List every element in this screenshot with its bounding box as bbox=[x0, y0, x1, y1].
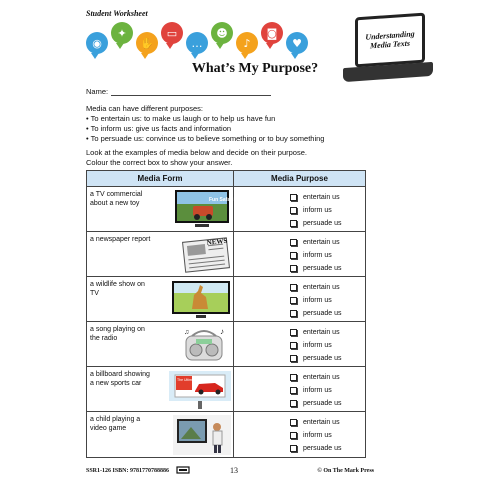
heart-icon: ♥ bbox=[286, 32, 308, 54]
checkbox[interactable] bbox=[290, 329, 297, 336]
checkbox[interactable] bbox=[290, 310, 297, 317]
media-purpose-cell bbox=[234, 232, 365, 276]
checkbox[interactable] bbox=[290, 265, 297, 272]
name-line[interactable] bbox=[111, 88, 271, 96]
option-label: inform us bbox=[303, 297, 332, 304]
media-icon-strip bbox=[86, 22, 308, 56]
option-label: persuade us bbox=[303, 265, 342, 272]
people-icon: ☻ bbox=[211, 22, 233, 44]
media-purpose-cell bbox=[234, 187, 365, 231]
checkbox[interactable] bbox=[290, 194, 297, 201]
instruction-line: Colour the correct box to show your answer. bbox=[86, 158, 233, 167]
option-label: persuade us bbox=[303, 310, 342, 317]
option-label: persuade us bbox=[303, 355, 342, 362]
checkbox[interactable] bbox=[290, 239, 297, 246]
tv-ad-text: Fun Safari SUV bbox=[209, 197, 246, 203]
purpose-option[interactable] bbox=[290, 294, 365, 307]
intro-bullet: • To inform us: give us facts and information bbox=[86, 124, 232, 133]
option-label: inform us bbox=[303, 342, 332, 349]
publisher-logo-icon bbox=[176, 466, 190, 475]
media-form-text: a wildlife show on TV bbox=[90, 281, 145, 297]
purpose-option[interactable] bbox=[290, 384, 365, 397]
checkbox[interactable] bbox=[290, 220, 297, 227]
media-form-text: a TV commercial about a new toy bbox=[90, 191, 143, 207]
media-purpose-cell bbox=[234, 277, 365, 321]
option-label: inform us bbox=[303, 432, 332, 439]
worksheet-label: Student Worksheet bbox=[86, 9, 148, 18]
svg-text:♪: ♪ bbox=[220, 327, 224, 336]
name-field[interactable] bbox=[86, 87, 271, 96]
media-form-cell bbox=[87, 277, 234, 321]
media-form-text: a child playing a video game bbox=[90, 416, 141, 432]
media-purpose-table bbox=[86, 170, 366, 458]
media-form-text: a newspaper report bbox=[90, 236, 151, 243]
chat-icon: … bbox=[186, 32, 208, 54]
table-row bbox=[87, 187, 365, 232]
purpose-option[interactable] bbox=[290, 249, 365, 262]
purpose-option[interactable] bbox=[290, 281, 365, 294]
media-purpose-cell bbox=[234, 412, 365, 457]
option-label: inform us bbox=[303, 252, 332, 259]
instruction-line: Look at the examples of media below and decide on their purpose. bbox=[86, 148, 307, 157]
option-label: entertain us bbox=[303, 284, 340, 291]
option-label: persuade us bbox=[303, 400, 342, 407]
table-row bbox=[87, 277, 365, 322]
media-form-cell bbox=[87, 367, 234, 411]
purpose-option[interactable] bbox=[290, 352, 365, 365]
media-purpose-cell bbox=[234, 322, 365, 366]
newspaper-headline-text: NEWS bbox=[206, 236, 228, 247]
checkbox[interactable] bbox=[290, 297, 297, 304]
option-label: entertain us bbox=[303, 374, 340, 381]
option-label: entertain us bbox=[303, 329, 340, 336]
footer-isbn: SSR1-126 ISBN: 9781770788886 bbox=[86, 468, 170, 474]
option-label: entertain us bbox=[303, 194, 340, 201]
instructions bbox=[86, 148, 307, 168]
purpose-option[interactable] bbox=[290, 191, 365, 204]
intro-lead: Media can have different purposes: bbox=[86, 104, 204, 113]
purpose-option[interactable] bbox=[290, 339, 365, 352]
purpose-option[interactable] bbox=[290, 397, 365, 410]
purpose-option[interactable] bbox=[290, 416, 365, 429]
checkbox[interactable] bbox=[290, 445, 297, 452]
purpose-option[interactable] bbox=[290, 371, 365, 384]
option-label: entertain us bbox=[303, 239, 340, 246]
media-form-cell bbox=[87, 412, 234, 457]
svg-text:♫: ♫ bbox=[184, 329, 190, 336]
purpose-option[interactable] bbox=[290, 326, 365, 339]
checkbox[interactable] bbox=[290, 252, 297, 259]
checkbox[interactable] bbox=[290, 432, 297, 439]
table-row bbox=[87, 322, 365, 367]
checkbox[interactable] bbox=[290, 342, 297, 349]
purpose-option[interactable] bbox=[290, 307, 365, 320]
option-label: persuade us bbox=[303, 220, 342, 227]
intro-bullet: • To entertain us: to make us laugh or to help us have fun bbox=[86, 114, 276, 123]
purpose-option[interactable] bbox=[290, 236, 365, 249]
media-purpose-header: Media Purpose bbox=[271, 174, 328, 183]
name-label: Name: bbox=[86, 87, 109, 96]
purpose-option[interactable] bbox=[290, 262, 365, 275]
media-form-text: a billboard showing a new sports car bbox=[90, 371, 150, 387]
option-label: inform us bbox=[303, 207, 332, 214]
thumbs-up-icon: ✋ bbox=[136, 32, 158, 54]
checkbox[interactable] bbox=[290, 374, 297, 381]
checkbox[interactable] bbox=[290, 355, 297, 362]
table-header bbox=[87, 171, 365, 187]
purpose-option[interactable] bbox=[290, 442, 365, 455]
intro-text bbox=[86, 104, 324, 144]
purpose-option[interactable] bbox=[290, 217, 365, 230]
option-label: entertain us bbox=[303, 419, 340, 426]
option-label: persuade us bbox=[303, 445, 342, 452]
purpose-option[interactable] bbox=[290, 429, 365, 442]
checkbox[interactable] bbox=[290, 387, 297, 394]
media-form-header: Media Form bbox=[87, 171, 234, 186]
monitor-icon: ▭ bbox=[161, 22, 183, 44]
checkbox[interactable] bbox=[290, 400, 297, 407]
option-label: inform us bbox=[303, 387, 332, 394]
music-icon: ♪ bbox=[236, 32, 258, 54]
billboard-text: The Ultimate Car bbox=[177, 378, 204, 382]
table-row bbox=[87, 412, 365, 457]
media-form-cell bbox=[87, 322, 234, 366]
footer-copyright: © On The Mark Press bbox=[317, 468, 374, 474]
rss-icon: ◉ bbox=[86, 32, 108, 54]
purpose-option[interactable] bbox=[290, 204, 365, 217]
bird-icon: ✦ bbox=[111, 22, 133, 44]
checkbox[interactable] bbox=[290, 207, 297, 214]
camera-icon: ◙ bbox=[261, 22, 283, 44]
table-row bbox=[87, 232, 365, 277]
media-form-text: a song playing on the radio bbox=[90, 326, 145, 342]
intro-bullet: • To persuade us: convince us to believe something or to buy something bbox=[86, 134, 325, 143]
checkbox[interactable] bbox=[290, 419, 297, 426]
page-number: 13 bbox=[230, 466, 238, 475]
media-purpose-cell bbox=[234, 367, 365, 411]
media-form-cell bbox=[87, 187, 246, 231]
checkbox[interactable] bbox=[290, 284, 297, 291]
page-title: What’s My Purpose? bbox=[191, 61, 319, 76]
media-form-cell bbox=[87, 232, 234, 276]
table-row bbox=[87, 367, 365, 412]
page-footer bbox=[86, 466, 374, 476]
unit-badge-text: Understanding Media Texts bbox=[365, 29, 415, 51]
